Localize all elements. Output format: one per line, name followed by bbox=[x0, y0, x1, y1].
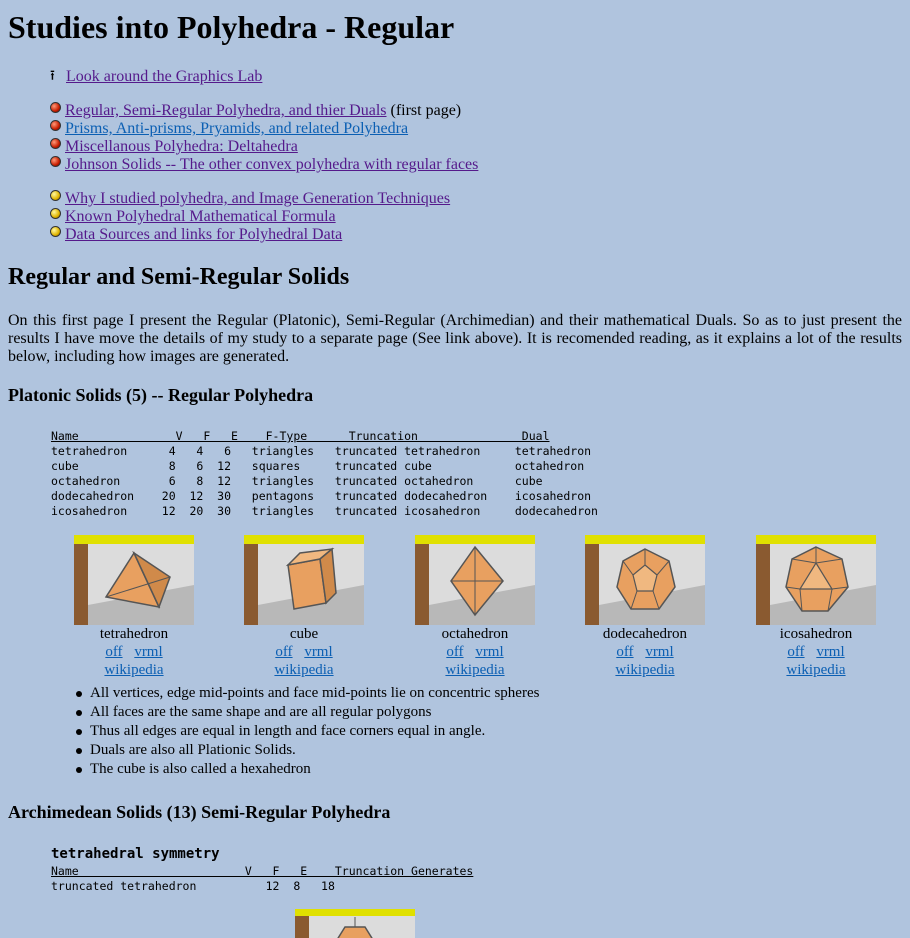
list-item: All faces are the same shape and are all regular polygons bbox=[90, 703, 539, 722]
solid-card-icosahedron bbox=[731, 535, 901, 679]
list-item: The cube is also called a hexahedron bbox=[90, 760, 539, 779]
nav-pages bbox=[50, 102, 478, 174]
up-arrow-icon[interactable]: ⭱ bbox=[50, 69, 55, 84]
solid-name: cube bbox=[289, 626, 319, 642]
wikipedia-link[interactable]: wikipedia bbox=[104, 662, 164, 678]
yellow-ball-icon bbox=[50, 208, 61, 219]
cube-image[interactable] bbox=[244, 535, 364, 625]
off-link[interactable]: off bbox=[446, 644, 464, 660]
vrml-link[interactable]: vrml bbox=[134, 644, 163, 660]
archimedean-table-header: Name V F E Truncation Generates bbox=[51, 864, 474, 878]
solid-name: octahedron bbox=[441, 626, 509, 642]
off-link[interactable]: off bbox=[787, 644, 805, 660]
octahedron-image[interactable] bbox=[415, 535, 535, 625]
table-row: tetrahedron 4 4 6 triangles truncated tetrahedron tetrahedron bbox=[51, 444, 592, 458]
solid-name: dodecahedron bbox=[602, 626, 688, 642]
nav-page-link-prisms[interactable]: Prisms, Anti-prisms, Pryamids, and related Polyhedra bbox=[65, 120, 409, 137]
tetrahedron-image[interactable] bbox=[74, 535, 194, 625]
solid-card-octahedron bbox=[390, 535, 560, 679]
platonic-table-header: Name V F E F-Type Truncation Dual bbox=[51, 429, 550, 443]
solid-card-tetrahedron bbox=[49, 535, 219, 679]
nav-page-link-deltahedra[interactable]: Miscellanous Polyhedra: Deltahedra bbox=[65, 138, 298, 155]
solid-name: tetrahedron bbox=[99, 626, 169, 642]
yellow-ball-icon bbox=[50, 190, 61, 201]
page-title: Studies into Polyhedra - Regular bbox=[8, 9, 455, 45]
intro-paragraph: On this first page I present the Regular (Platonic), Semi-Regular (Archimedian) and their mathematical Duals. So as to just present the results I have move the details of my study to a separate page (See link above). It is recomended reading, as it explains a lot of the results below, including how images are generated. bbox=[8, 312, 902, 365]
platonic-table bbox=[51, 429, 598, 519]
nav-info bbox=[50, 190, 450, 244]
archimedean-heading: Archimedean Solids (13) Semi-Regular Polyhedra bbox=[8, 802, 391, 822]
wikipedia-link[interactable]: wikipedia bbox=[445, 662, 505, 678]
platonic-facts-list bbox=[50, 684, 539, 779]
vrml-link[interactable]: vrml bbox=[816, 644, 845, 660]
archimedean-table bbox=[51, 864, 473, 894]
nav-page-link-regular[interactable]: Regular, Semi-Regular Polyhedra, and thier Duals bbox=[65, 102, 387, 119]
icosahedron-image[interactable] bbox=[756, 535, 876, 625]
vrml-link[interactable]: vrml bbox=[304, 644, 333, 660]
list-item: All vertices, edge mid-points and face mid-points lie on concentric spheres bbox=[90, 685, 540, 701]
table-row: dodecahedron 20 12 30 pentagons truncated dodecahedron icosahedron bbox=[51, 489, 592, 503]
list-item: Thus all edges are equal in length and face corners equal in angle. bbox=[90, 722, 539, 741]
platonic-heading: Platonic Solids (5) -- Regular Polyhedra bbox=[8, 385, 314, 405]
nav-info-link-sources[interactable]: Data Sources and links for Polyhedral Data bbox=[65, 226, 343, 243]
off-link[interactable]: off bbox=[105, 644, 123, 660]
yellow-ball-icon bbox=[50, 226, 61, 237]
off-link[interactable]: off bbox=[616, 644, 634, 660]
table-row: octahedron 6 8 12 triangles truncated octahedron cube bbox=[51, 474, 543, 488]
dodecahedron-image[interactable] bbox=[585, 535, 705, 625]
wikipedia-link[interactable]: wikipedia bbox=[615, 662, 675, 678]
nav-info-link-formula[interactable]: Known Polyhedral Mathematical Formula bbox=[65, 208, 336, 225]
vrml-link[interactable]: vrml bbox=[475, 644, 504, 660]
off-link[interactable]: off bbox=[275, 644, 293, 660]
nav-page-link-johnson[interactable]: Johnson Solids -- The other convex polyhedra with regular faces bbox=[65, 156, 479, 173]
red-ball-icon bbox=[50, 156, 61, 167]
solid-name: icosahedron bbox=[779, 626, 853, 642]
table-row: truncated tetrahedron 12 8 18 bbox=[51, 879, 335, 893]
wikipedia-link[interactable]: wikipedia bbox=[274, 662, 334, 678]
red-ball-icon bbox=[50, 120, 61, 131]
list-item: Duals are also all Plationic Solids. bbox=[90, 741, 539, 760]
nav-page-suffix: (first page) bbox=[386, 102, 462, 119]
red-ball-icon bbox=[50, 102, 61, 113]
home-link[interactable]: Look around the Graphics Lab bbox=[66, 68, 263, 85]
wikipedia-link[interactable]: wikipedia bbox=[786, 662, 846, 678]
solid-card-cube bbox=[219, 535, 389, 679]
table-row: icosahedron 12 20 30 triangles truncated icosahedron dodecahedron bbox=[51, 504, 598, 518]
truncated-tetrahedron-image[interactable] bbox=[295, 909, 415, 938]
table-row: cube 8 6 12 squares truncated cube octahedron bbox=[51, 459, 585, 473]
red-ball-icon bbox=[50, 138, 61, 149]
vrml-link[interactable]: vrml bbox=[645, 644, 674, 660]
section-heading-regular: Regular and Semi-Regular Solids bbox=[8, 264, 350, 290]
tetrahedral-symmetry-heading: tetrahedral symmetry bbox=[51, 846, 220, 862]
nav-home bbox=[50, 68, 262, 86]
solid-card-dodecahedron bbox=[560, 535, 730, 679]
nav-info-link-why[interactable]: Why I studied polyhedra, and Image Generation Techniques bbox=[65, 190, 451, 207]
